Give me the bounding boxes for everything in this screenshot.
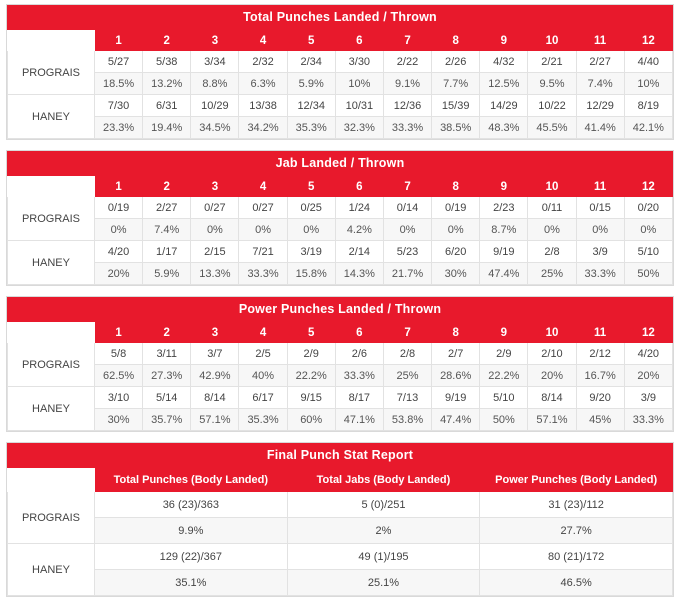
cell: 7/21 <box>239 241 287 263</box>
cell: 3/10 <box>95 387 143 409</box>
cell: 13.2% <box>143 73 191 95</box>
cell: 2/22 <box>383 51 431 73</box>
panel-final-report <box>6 442 674 597</box>
cell: 13.3% <box>191 263 239 285</box>
cell: 2/5 <box>239 343 287 365</box>
round-header-8: 8 <box>432 323 480 343</box>
power-punches-table <box>7 322 673 431</box>
cell: 5/38 <box>143 51 191 73</box>
round-header-7: 7 <box>383 177 431 197</box>
cell: 33.3% <box>624 409 672 431</box>
cell: 25% <box>528 263 576 285</box>
cell: 1/17 <box>143 241 191 263</box>
cell: 27.3% <box>143 365 191 387</box>
cell: 4/20 <box>95 241 143 263</box>
cell: 20% <box>528 365 576 387</box>
cell: 5/23 <box>383 241 431 263</box>
round-header-2: 2 <box>143 177 191 197</box>
cell: 0% <box>95 219 143 241</box>
panel-title-jab: Jab Landed / Thrown <box>7 151 673 176</box>
cell: 20% <box>624 365 672 387</box>
cell: 47.4% <box>432 409 480 431</box>
cell: 13/38 <box>239 95 287 117</box>
cell: 5 (0)/251 <box>287 492 480 518</box>
round-header-4: 4 <box>239 177 287 197</box>
cell: 25% <box>383 365 431 387</box>
round-header-8: 8 <box>432 177 480 197</box>
cell: 8/19 <box>624 95 672 117</box>
cell: 33.3% <box>239 263 287 285</box>
cell: 35.3% <box>239 409 287 431</box>
round-header-12: 12 <box>624 177 672 197</box>
cell: 50% <box>624 263 672 285</box>
cell: 0/20 <box>624 197 672 219</box>
cell: 31 (23)/112 <box>480 492 673 518</box>
cell: 4/20 <box>624 343 672 365</box>
total-punches-table <box>7 30 673 139</box>
cell: 5/10 <box>480 387 528 409</box>
cell: 2/23 <box>480 197 528 219</box>
cell: 62.5% <box>95 365 143 387</box>
table-row <box>8 570 673 596</box>
cell: 57.1% <box>191 409 239 431</box>
round-header-11: 11 <box>576 177 624 197</box>
cell: 0/27 <box>191 197 239 219</box>
cell: 10% <box>335 73 383 95</box>
cell: 22.2% <box>287 365 335 387</box>
round-header-9: 9 <box>480 177 528 197</box>
cell: 6/17 <box>239 387 287 409</box>
round-header-4: 4 <box>239 31 287 51</box>
cell: 53.8% <box>383 409 431 431</box>
cell: 5/8 <box>95 343 143 365</box>
cell: 0/14 <box>383 197 431 219</box>
round-header-6: 6 <box>335 177 383 197</box>
cell: 49 (1)/195 <box>287 544 480 570</box>
cell: 2/8 <box>383 343 431 365</box>
round-header-1: 1 <box>95 323 143 343</box>
table-row <box>8 409 673 431</box>
table-row <box>8 544 673 570</box>
table-header-row <box>8 469 673 492</box>
round-header-2: 2 <box>143 31 191 51</box>
round-header-7: 7 <box>383 323 431 343</box>
cell: 2/27 <box>143 197 191 219</box>
round-header-11: 11 <box>576 323 624 343</box>
cell: 48.3% <box>480 117 528 139</box>
round-header-6: 6 <box>335 31 383 51</box>
cell: 14.3% <box>335 263 383 285</box>
panel-title-total-punches: Total Punches Landed / Thrown <box>7 5 673 30</box>
round-header-1: 1 <box>95 31 143 51</box>
round-header-3: 3 <box>191 31 239 51</box>
cell: 2/6 <box>335 343 383 365</box>
cell: 57.1% <box>528 409 576 431</box>
cell: 30% <box>432 263 480 285</box>
cell: 0% <box>576 219 624 241</box>
cell: 7.4% <box>143 219 191 241</box>
round-header-2: 2 <box>143 323 191 343</box>
table-row <box>8 263 673 285</box>
table-row <box>8 117 673 139</box>
round-header-10: 10 <box>528 177 576 197</box>
cell: 23.3% <box>95 117 143 139</box>
cell: 60% <box>287 409 335 431</box>
cell: 7.7% <box>432 73 480 95</box>
cell: 10% <box>624 73 672 95</box>
cell: 8.8% <box>191 73 239 95</box>
cell: 33.3% <box>383 117 431 139</box>
cell: 15.8% <box>287 263 335 285</box>
fighter-name-haney: HANEY <box>8 241 95 285</box>
cell: 2/9 <box>287 343 335 365</box>
fighter-name-haney: HANEY <box>8 544 95 596</box>
cell: 2/26 <box>432 51 480 73</box>
cell: 0% <box>383 219 431 241</box>
cell: 9/20 <box>576 387 624 409</box>
cell: 80 (21)/172 <box>480 544 673 570</box>
panel-total-punches <box>6 4 674 140</box>
cell: 32.3% <box>335 117 383 139</box>
panel-title-final-report: Final Punch Stat Report <box>7 443 673 468</box>
cell: 6/20 <box>432 241 480 263</box>
table-row <box>8 219 673 241</box>
round-header-9: 9 <box>480 31 528 51</box>
cell: 36 (23)/363 <box>95 492 288 518</box>
fighter-name-prograis: PROGRAIS <box>8 343 95 387</box>
table-header-row <box>8 31 673 51</box>
cell: 2/14 <box>335 241 383 263</box>
fighter-name-prograis: PROGRAIS <box>8 51 95 95</box>
cell: 5/10 <box>624 241 672 263</box>
cell: 12/34 <box>287 95 335 117</box>
cell: 41.4% <box>576 117 624 139</box>
cell: 3/30 <box>335 51 383 73</box>
fighter-name-haney: HANEY <box>8 387 95 431</box>
round-header-8: 8 <box>432 31 480 51</box>
cell: 0% <box>191 219 239 241</box>
jab-table <box>7 176 673 285</box>
cell: 7/30 <box>95 95 143 117</box>
cell: 2/8 <box>528 241 576 263</box>
panel-title-power-punches: Power Punches Landed / Thrown <box>7 297 673 322</box>
cell: 6.3% <box>239 73 287 95</box>
cell: 35.1% <box>95 570 288 596</box>
cell: 33.3% <box>335 365 383 387</box>
corner-cell <box>8 31 95 51</box>
cell: 2/7 <box>432 343 480 365</box>
corner-cell <box>8 323 95 343</box>
round-header-9: 9 <box>480 323 528 343</box>
corner-cell <box>8 469 95 492</box>
cell: 0% <box>239 219 287 241</box>
cell: 4/32 <box>480 51 528 73</box>
cell: 4/40 <box>624 51 672 73</box>
table-row <box>8 51 673 73</box>
round-header-5: 5 <box>287 323 335 343</box>
cell: 12/29 <box>576 95 624 117</box>
round-header-10: 10 <box>528 323 576 343</box>
table-header-row <box>8 323 673 343</box>
round-header-5: 5 <box>287 177 335 197</box>
cell: 15/39 <box>432 95 480 117</box>
cell: 30% <box>95 409 143 431</box>
round-header-3: 3 <box>191 323 239 343</box>
cell: 3/11 <box>143 343 191 365</box>
cell: 9/19 <box>480 241 528 263</box>
cell: 10/31 <box>335 95 383 117</box>
cell: 8/17 <box>335 387 383 409</box>
cell: 2% <box>287 518 480 544</box>
cell: 0% <box>432 219 480 241</box>
cell: 0% <box>528 219 576 241</box>
cell: 8/14 <box>528 387 576 409</box>
cell: 0% <box>287 219 335 241</box>
table-row <box>8 518 673 544</box>
cell: 2/12 <box>576 343 624 365</box>
cell: 7/13 <box>383 387 431 409</box>
round-header-12: 12 <box>624 31 672 51</box>
cell: 8.7% <box>480 219 528 241</box>
cell: 14/29 <box>480 95 528 117</box>
cell: 0/11 <box>528 197 576 219</box>
cell: 9/19 <box>432 387 480 409</box>
round-header-1: 1 <box>95 177 143 197</box>
cell: 42.9% <box>191 365 239 387</box>
fighter-name-prograis: PROGRAIS <box>8 492 95 544</box>
header-total-jabs: Total Jabs (Body Landed) <box>287 469 480 492</box>
cell: 42.1% <box>624 117 672 139</box>
cell: 0/25 <box>287 197 335 219</box>
cell: 2/32 <box>239 51 287 73</box>
cell: 3/19 <box>287 241 335 263</box>
round-header-7: 7 <box>383 31 431 51</box>
cell: 5/27 <box>95 51 143 73</box>
cell: 1/24 <box>335 197 383 219</box>
cell: 5.9% <box>143 263 191 285</box>
cell: 3/9 <box>624 387 672 409</box>
cell: 18.5% <box>95 73 143 95</box>
cell: 47.1% <box>335 409 383 431</box>
cell: 2/27 <box>576 51 624 73</box>
cell: 6/31 <box>143 95 191 117</box>
cell: 16.7% <box>576 365 624 387</box>
cell: 0% <box>624 219 672 241</box>
cell: 10/22 <box>528 95 576 117</box>
round-header-12: 12 <box>624 323 672 343</box>
cell: 5.9% <box>287 73 335 95</box>
table-header-row <box>8 177 673 197</box>
table-row <box>8 73 673 95</box>
cell: 129 (22)/367 <box>95 544 288 570</box>
table-row <box>8 492 673 518</box>
cell: 35.3% <box>287 117 335 139</box>
cell: 25.1% <box>287 570 480 596</box>
round-header-6: 6 <box>335 323 383 343</box>
cell: 34.5% <box>191 117 239 139</box>
cell: 28.6% <box>432 365 480 387</box>
cell: 38.5% <box>432 117 480 139</box>
cell: 3/7 <box>191 343 239 365</box>
cell: 27.7% <box>480 518 673 544</box>
table-row <box>8 95 673 117</box>
cell: 2/34 <box>287 51 335 73</box>
cell: 7.4% <box>576 73 624 95</box>
cell: 0/19 <box>432 197 480 219</box>
cell: 12/36 <box>383 95 431 117</box>
cell: 4.2% <box>335 219 383 241</box>
round-header-10: 10 <box>528 31 576 51</box>
table-row <box>8 365 673 387</box>
cell: 9.5% <box>528 73 576 95</box>
header-power-punches: Power Punches (Body Landed) <box>480 469 673 492</box>
cell: 35.7% <box>143 409 191 431</box>
cell: 2/9 <box>480 343 528 365</box>
cell: 2/15 <box>191 241 239 263</box>
cell: 10/29 <box>191 95 239 117</box>
cell: 33.3% <box>576 263 624 285</box>
cell: 3/34 <box>191 51 239 73</box>
cell: 50% <box>480 409 528 431</box>
cell: 8/14 <box>191 387 239 409</box>
header-total-punches: Total Punches (Body Landed) <box>95 469 288 492</box>
panel-jab <box>6 150 674 286</box>
cell: 3/9 <box>576 241 624 263</box>
cell: 2/21 <box>528 51 576 73</box>
cell: 9.1% <box>383 73 431 95</box>
round-header-11: 11 <box>576 31 624 51</box>
final-report-table <box>7 468 673 596</box>
round-header-3: 3 <box>191 177 239 197</box>
cell: 45.5% <box>528 117 576 139</box>
cell: 40% <box>239 365 287 387</box>
cell: 20% <box>95 263 143 285</box>
cell: 21.7% <box>383 263 431 285</box>
fighter-name-haney: HANEY <box>8 95 95 139</box>
cell: 19.4% <box>143 117 191 139</box>
table-row <box>8 197 673 219</box>
table-row <box>8 387 673 409</box>
table-row <box>8 343 673 365</box>
cell: 22.2% <box>480 365 528 387</box>
cell: 9/15 <box>287 387 335 409</box>
cell: 2/10 <box>528 343 576 365</box>
cell: 45% <box>576 409 624 431</box>
panel-power-punches <box>6 296 674 432</box>
cell: 12.5% <box>480 73 528 95</box>
round-header-4: 4 <box>239 323 287 343</box>
cell: 9.9% <box>95 518 288 544</box>
round-header-5: 5 <box>287 31 335 51</box>
cell: 0/15 <box>576 197 624 219</box>
cell: 0/27 <box>239 197 287 219</box>
table-row <box>8 241 673 263</box>
cell: 46.5% <box>480 570 673 596</box>
cell: 34.2% <box>239 117 287 139</box>
cell: 5/14 <box>143 387 191 409</box>
cell: 47.4% <box>480 263 528 285</box>
corner-cell <box>8 177 95 197</box>
cell: 0/19 <box>95 197 143 219</box>
fighter-name-prograis: PROGRAIS <box>8 197 95 241</box>
